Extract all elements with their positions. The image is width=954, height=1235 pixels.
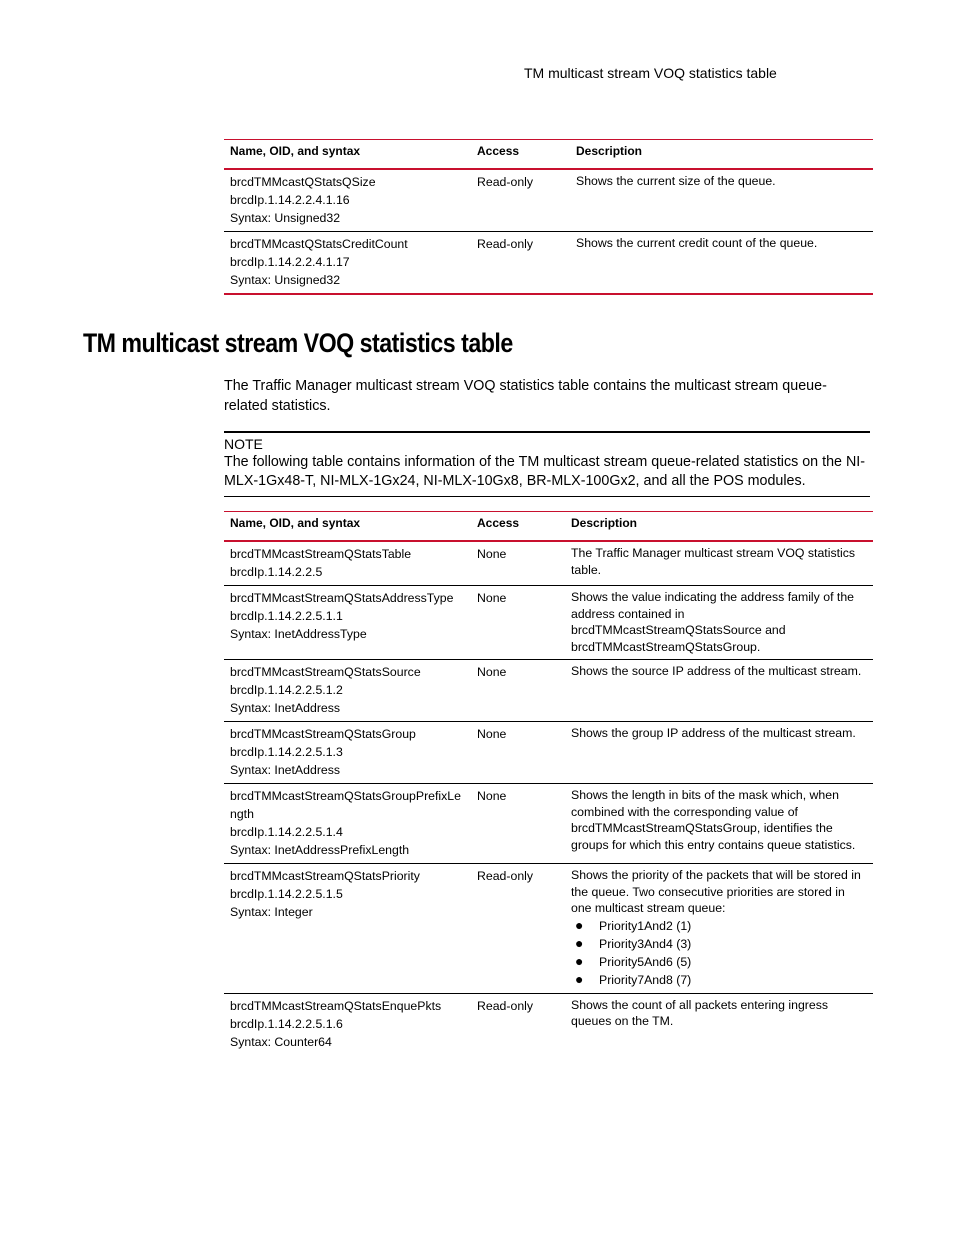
mib-table-qstats bbox=[224, 139, 873, 295]
column-header-access: Access bbox=[477, 516, 520, 530]
description-cell: The Traffic Manager multicast stream VOQ statistics table. bbox=[571, 546, 856, 577]
table-row bbox=[224, 169, 873, 232]
description-cell: Shows the count of all packets entering ingress queues on the TM. bbox=[571, 997, 829, 1028]
column-header-description: Description bbox=[576, 144, 643, 158]
name-cell bbox=[224, 993, 471, 1055]
column-header-description: Description bbox=[571, 516, 638, 530]
object-oid: brcdIp.1.14.2.2.5.1.4 bbox=[230, 825, 343, 839]
priority-list bbox=[571, 917, 867, 989]
object-syntax: Syntax: Unsigned32 bbox=[230, 211, 341, 225]
table-row bbox=[224, 784, 873, 864]
object-name: brcdTMMcastStreamQStatsGroup bbox=[230, 727, 416, 741]
object-syntax: Syntax: InetAddress bbox=[230, 763, 341, 777]
name-cell bbox=[224, 784, 471, 864]
description-cell bbox=[565, 864, 873, 994]
object-name: brcdTMMcastStreamQStatsAddressType bbox=[230, 591, 454, 605]
description-cell: Shows the current size of the queue. bbox=[576, 174, 776, 188]
description-text: Shows the priority of the packets that will be stored in the queue. Two consecutive priorities are stored in one multicast stream queue: bbox=[571, 868, 861, 915]
description-cell: Shows the length in bits of the mask which, when combined with the corresponding value of brcdTMMcastStreamQStatsGroup, identifies the groups for which this entry contains queue statistics. bbox=[571, 788, 856, 852]
bullet-icon: ● bbox=[575, 970, 584, 987]
table-row bbox=[224, 541, 873, 586]
table-header-row bbox=[224, 140, 873, 170]
object-name: brcdTMMcastStreamQStatsGroupPrefixLength bbox=[230, 789, 461, 821]
object-name: brcdTMMcastStreamQStatsEnquePkts bbox=[230, 998, 442, 1013]
name-cell bbox=[224, 722, 471, 784]
bullet-icon: ● bbox=[575, 952, 584, 969]
object-oid: brcdIp.1.14.2.2.5.1.2 bbox=[230, 683, 343, 697]
object-syntax: Syntax: Integer bbox=[230, 905, 313, 919]
object-syntax: Syntax: InetAddress bbox=[230, 701, 341, 715]
object-name: brcdTMMcastStreamQStatsTable bbox=[230, 547, 412, 561]
object-name: brcdTMMcastQStatsCreditCount bbox=[230, 237, 408, 251]
list-item-text: Priority1And2 (1) bbox=[599, 918, 692, 933]
object-oid: brcdIp.1.14.2.2.5.1.3 bbox=[230, 745, 343, 759]
bullet-icon: ● bbox=[575, 916, 584, 933]
name-cell bbox=[224, 660, 471, 722]
object-syntax: Syntax: InetAddressType bbox=[230, 627, 367, 641]
object-oid: brcdIp.1.14.2.2.5.1.6 bbox=[230, 1016, 343, 1031]
access-cell: None bbox=[477, 547, 507, 561]
object-oid: brcdIp.1.14.2.2.5.1.5 bbox=[230, 887, 343, 901]
table-row bbox=[224, 993, 873, 1055]
object-syntax: Syntax: Counter64 bbox=[230, 1034, 332, 1049]
description-cell: Shows the group IP address of the multicast stream. bbox=[571, 726, 856, 740]
name-cell bbox=[224, 232, 471, 295]
object-oid: brcdIp.1.14.2.2.5.1.1 bbox=[230, 609, 343, 623]
table-row bbox=[224, 864, 873, 994]
description-cell: Shows the current credit count of the queue. bbox=[576, 236, 818, 250]
name-cell bbox=[224, 169, 471, 232]
list-item bbox=[571, 935, 867, 953]
object-name: brcdTMMcastStreamQStatsSource bbox=[230, 665, 421, 679]
object-name: brcdTMMcastStreamQStatsPriority bbox=[230, 869, 420, 883]
intro-paragraph: The Traffic Manager multicast stream VOQ statistics table contains the multicast stream queue-related statistics. bbox=[224, 378, 827, 414]
column-header-name: Name, OID, and syntax bbox=[230, 516, 361, 530]
table-row bbox=[224, 232, 873, 295]
name-cell bbox=[224, 586, 471, 660]
object-syntax: Syntax: Unsigned32 bbox=[230, 273, 341, 287]
object-oid: brcdIp.1.14.2.2.4.1.17 bbox=[230, 255, 350, 269]
list-item bbox=[571, 953, 867, 971]
name-cell bbox=[224, 541, 471, 586]
note-box bbox=[224, 431, 870, 497]
access-cell: None bbox=[477, 665, 507, 679]
table-row bbox=[224, 660, 873, 722]
table-row bbox=[224, 722, 873, 784]
access-cell: Read-only bbox=[477, 998, 534, 1013]
list-item bbox=[571, 971, 867, 989]
access-cell: Read-only bbox=[477, 175, 534, 189]
name-cell bbox=[224, 864, 471, 994]
note-text: The following table contains information of the TM multicast stream queue-related statistics on the NI-MLX-1Gx48-T, NI-MLX-1Gx24, NI-MLX-10Gx8, BR-MLX-100Gx2, and all the POS modules. bbox=[224, 454, 866, 489]
description-cell: Shows the source IP address of the multicast stream. bbox=[571, 664, 862, 678]
table-row bbox=[224, 586, 873, 660]
note-label: NOTE bbox=[224, 436, 263, 452]
object-name: brcdTMMcastQStatsQSize bbox=[230, 175, 376, 189]
column-header-name: Name, OID, and syntax bbox=[230, 144, 361, 158]
access-cell: None bbox=[477, 789, 507, 803]
bullet-icon: ● bbox=[575, 934, 584, 951]
table-header-row bbox=[224, 512, 873, 542]
list-item bbox=[571, 917, 867, 935]
access-cell: None bbox=[477, 727, 507, 741]
access-cell: None bbox=[477, 591, 507, 605]
list-item-text: Priority3And4 (3) bbox=[599, 936, 692, 951]
description-cell: Shows the value indicating the address family of the address contained in brcdTMMcastStreamQStatsSource and brcdTMMcastStreamQStatsGroup. bbox=[571, 590, 854, 654]
list-item-text: Priority7And8 (7) bbox=[599, 972, 692, 987]
column-header-access: Access bbox=[477, 144, 520, 158]
access-cell: Read-only bbox=[477, 869, 534, 883]
access-cell: Read-only bbox=[477, 237, 534, 251]
running-header: TM multicast stream VOQ statistics table bbox=[524, 65, 777, 81]
object-oid: brcdIp.1.14.2.2.5 bbox=[230, 565, 323, 579]
object-syntax: Syntax: InetAddressPrefixLength bbox=[230, 843, 410, 857]
mib-table-stream-qstats bbox=[224, 511, 873, 1055]
list-item-text: Priority5And6 (5) bbox=[599, 954, 692, 969]
object-oid: brcdIp.1.14.2.2.4.1.16 bbox=[230, 193, 350, 207]
section-title: TM multicast stream VOQ statistics table bbox=[83, 328, 513, 358]
